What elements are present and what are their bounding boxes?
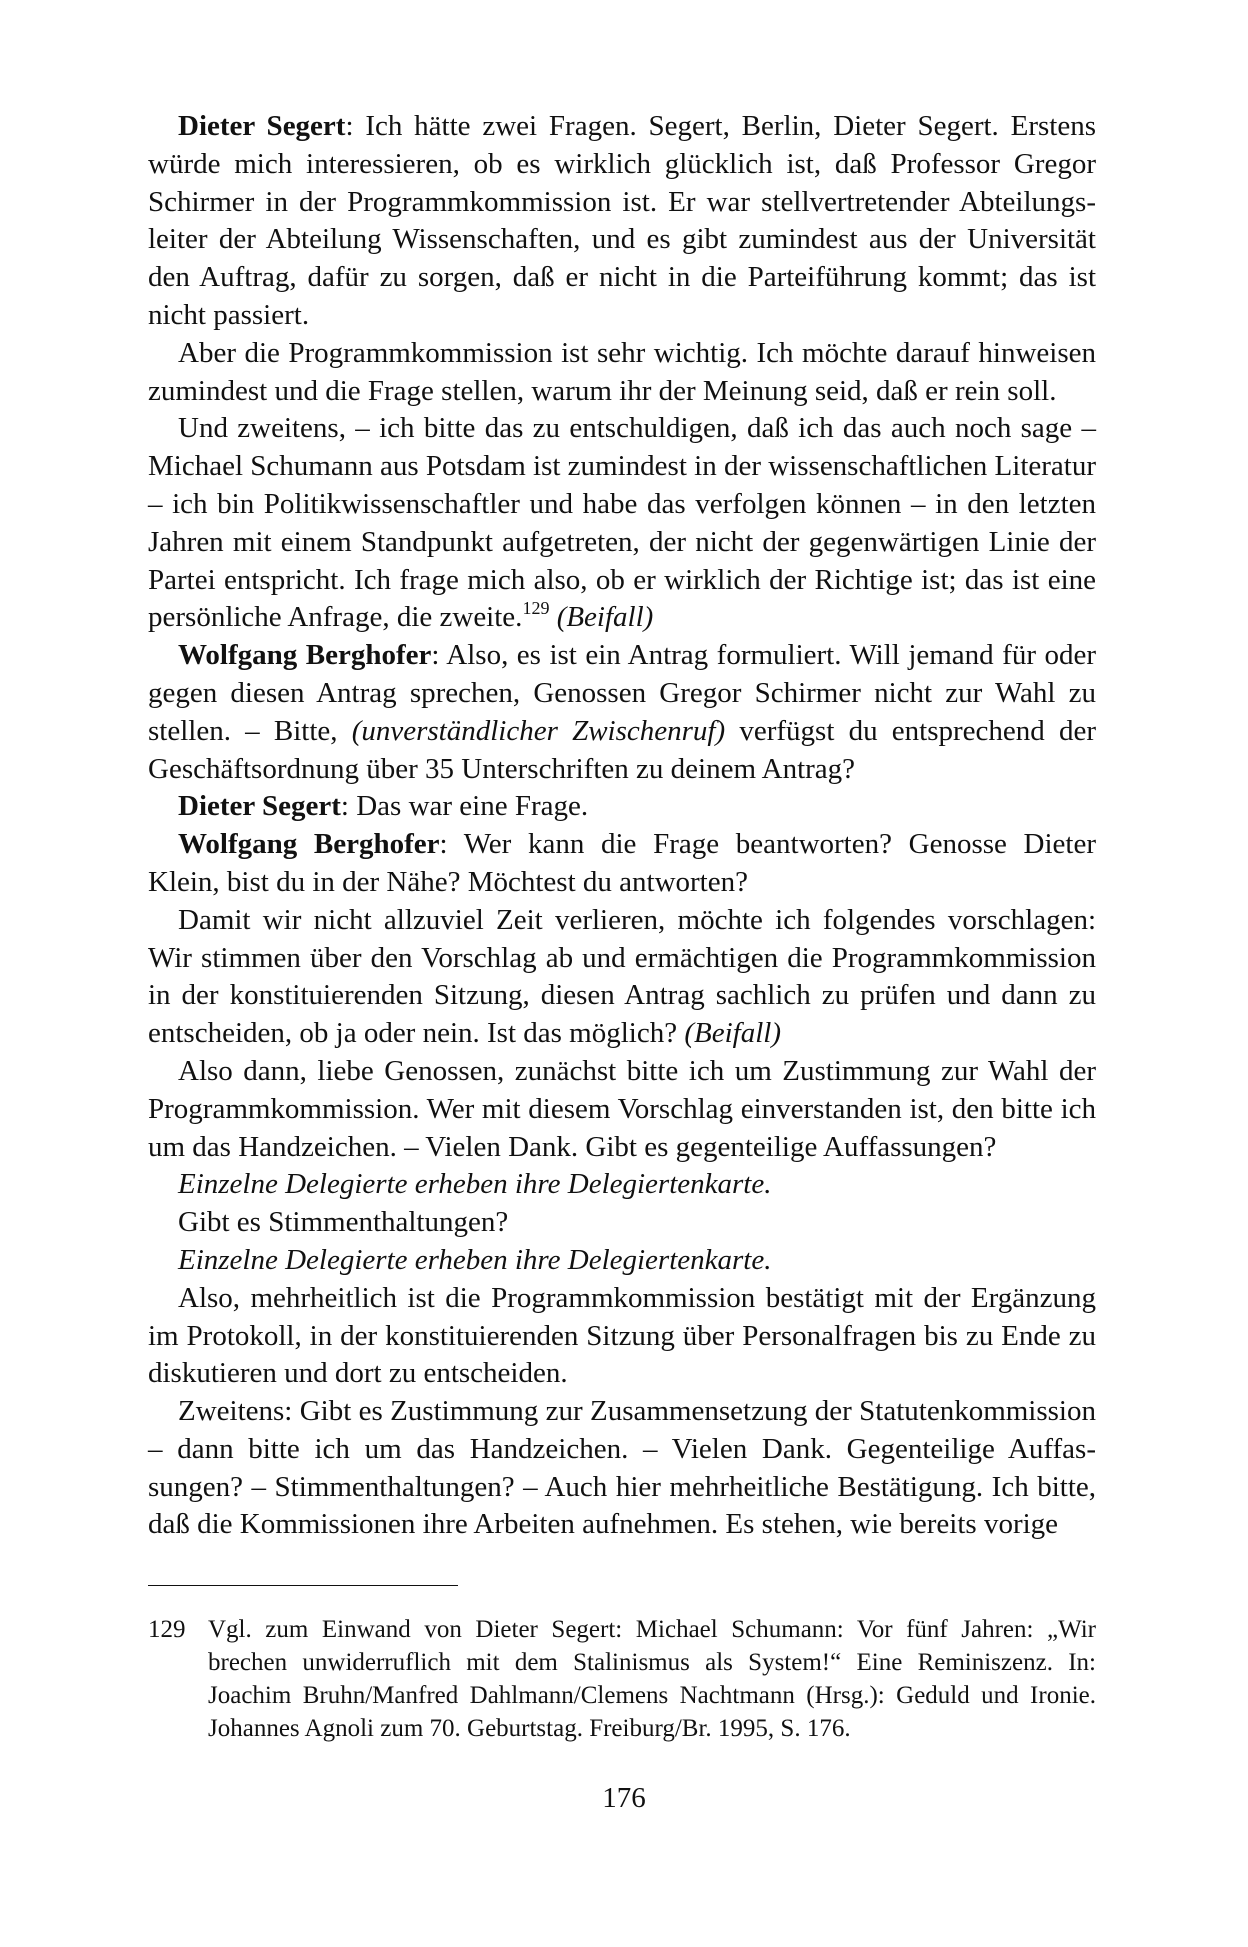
stage-direction: (Beifall): [556, 601, 654, 634]
paragraph-text: : Ich hätte zwei Fragen. Segert, Berlin, Dieter Segert. Erstens würde mich interessieren, ob es wirklich glücklich ist, daß Professor Gregor Schirmer in der Programmkommission ist. Er war stellvertretender Abteilungsleiter der Abteilung Wissenschaften, und es gibt zumindest aus der Universität den Auftrag, dafür zu sorgen, daß er nicht in die Parteiführung kommt; das ist nicht passiert.: [148, 110, 1096, 331]
footnote-text: Vgl. zum Einwand von Dieter Segert: Michael Schumann: Vor fünf Jahren: „Wir brechen unwiderruflich mit dem Stalinismus als System!“ Eine Reminiszenz. In: Joachim Bruhn/Manfred Dahlmann/Clemens Nachtmann (Hrsg.): Geduld und Ironie. Johannes Agnoli zum 70. Geburtstag. Freiburg/Br. 1995, S. 176.: [208, 1616, 1096, 1742]
paragraph-text: Zweitens: Gibt es Zustimmung zur Zusammensetzung der Statutenkommission – dann bitte ich um das Handzeichen. – Vielen Dank. Gegenteilige Auffassungen? – Stimmenthaltungen? – Auch hier mehrheitliche Bestätigung. Ich bitte, daß die Kommissionen ihre Arbeiten aufnehmen. Es stehen, wie bereits vorige: [148, 1395, 1096, 1541]
paragraph: [148, 108, 1096, 335]
paragraph: [148, 1204, 1096, 1242]
stage-direction: (Beifall): [684, 1017, 781, 1050]
paragraph: [148, 335, 1096, 411]
paragraph: [148, 1393, 1096, 1544]
paragraph-text: : Das war eine Frage.: [340, 790, 589, 823]
paragraph: [148, 788, 1096, 826]
paragraph-text: : Also, es ist ein Antrag formuliert. Will jemand für oder gegen diesen Antrag sprechen, Genossen Gregor Schirmer nicht zur Wahl zu stellen. – Bitte,: [148, 639, 1096, 747]
paragraph-text: Aber die Programmkommission ist sehr wichtig. Ich möchte darauf hinweisen zumindest und die Frage stellen, warum ihr der Meinung seid, daß er rein soll.: [148, 336, 1096, 407]
paragraph: [148, 1280, 1096, 1393]
paragraph: [148, 637, 1096, 788]
paragraph-text: : Wer kann die Frage beantworten? Genosse Dieter Klein, bist du in der Nähe? Möchtest du antworten?: [148, 828, 1097, 898]
paragraph-text: Und zweitens, – ich bitte das zu entschuldigen, daß ich das auch noch sage – Michael Schumann aus Potsdam ist zumindest in der wissenschaftlichen Literatur – ich bin Politikwissenschaftler und habe das verfolgen können – in den letzten Jahren mit einem Standpunkt aufgetreten, der nicht der gegenwärtigen Linie der Partei entspricht. Ich frage mich also, ob er wirklich der Richtige ist; das ist eine persönliche Anfrage, die zweite.: [148, 412, 1096, 634]
speaker-name: Dieter Segert: [178, 790, 341, 823]
speaker-name: Dieter Segert: [178, 110, 346, 142]
paragraph: [148, 826, 1096, 902]
page-number: 176: [602, 1782, 646, 1814]
stage-direction-line: Einzelne Delegierte erheben ihre Delegiertenkarte.: [178, 1243, 772, 1276]
stage-direction: (unverständlicher Zwischenruf): [351, 714, 726, 747]
paragraph: [148, 410, 1096, 637]
footnote: [148, 1613, 1096, 1745]
stage-direction-line: Einzelne Delegierte erheben ihre Delegiertenkarte.: [178, 1168, 772, 1201]
paragraph-text: Also, mehrheitlich ist die Programmkommission bestätigt mit der Ergänzung im Protokoll, in der konstituierenden Sitzung über Personalfragen bis zu Ende zu diskutieren und dort zu entscheiden.: [148, 1281, 1096, 1390]
footnote-reference: 129: [522, 598, 550, 619]
paragraph-text: Also dann, liebe Genossen, zunächst bitte ich um Zustimmung zur Wahl der Programmkommission. Wer mit diesem Vorschlag einverstanden ist, den bitte ich um das Handzeichen. – Vielen Dank. Gibt es gegenteilige Auffassungen?: [148, 1054, 1096, 1163]
paragraph-text: Damit wir nicht allzuviel Zeit verlieren, möchte ich folgendes vorschlagen: Wir stimmen über den Vorschlag ab und ermächtigen die Programmkommission in der konstituierenden Sitzung, diesen Antrag sachlich zu prüfen und dann zu entscheiden, ob ja oder nein. Ist das möglich?: [148, 903, 1096, 1050]
paragraph-text: verfügst du entsprechend der Geschäftsordnung über 35 Unterschriften zu deinem Antrag?: [148, 714, 1096, 785]
paragraph-text: Gibt es Stimmenthaltungen?: [178, 1206, 509, 1239]
paragraph: [148, 902, 1096, 1053]
paragraph: [148, 1053, 1096, 1166]
footnote-number: 129: [148, 1616, 186, 1643]
footnote-separator: [148, 1585, 458, 1586]
body-text: [148, 108, 1096, 1544]
speaker-name: Wolfgang Berghofer: [178, 639, 432, 672]
speaker-name: Wolfgang Berghofer: [178, 828, 440, 861]
